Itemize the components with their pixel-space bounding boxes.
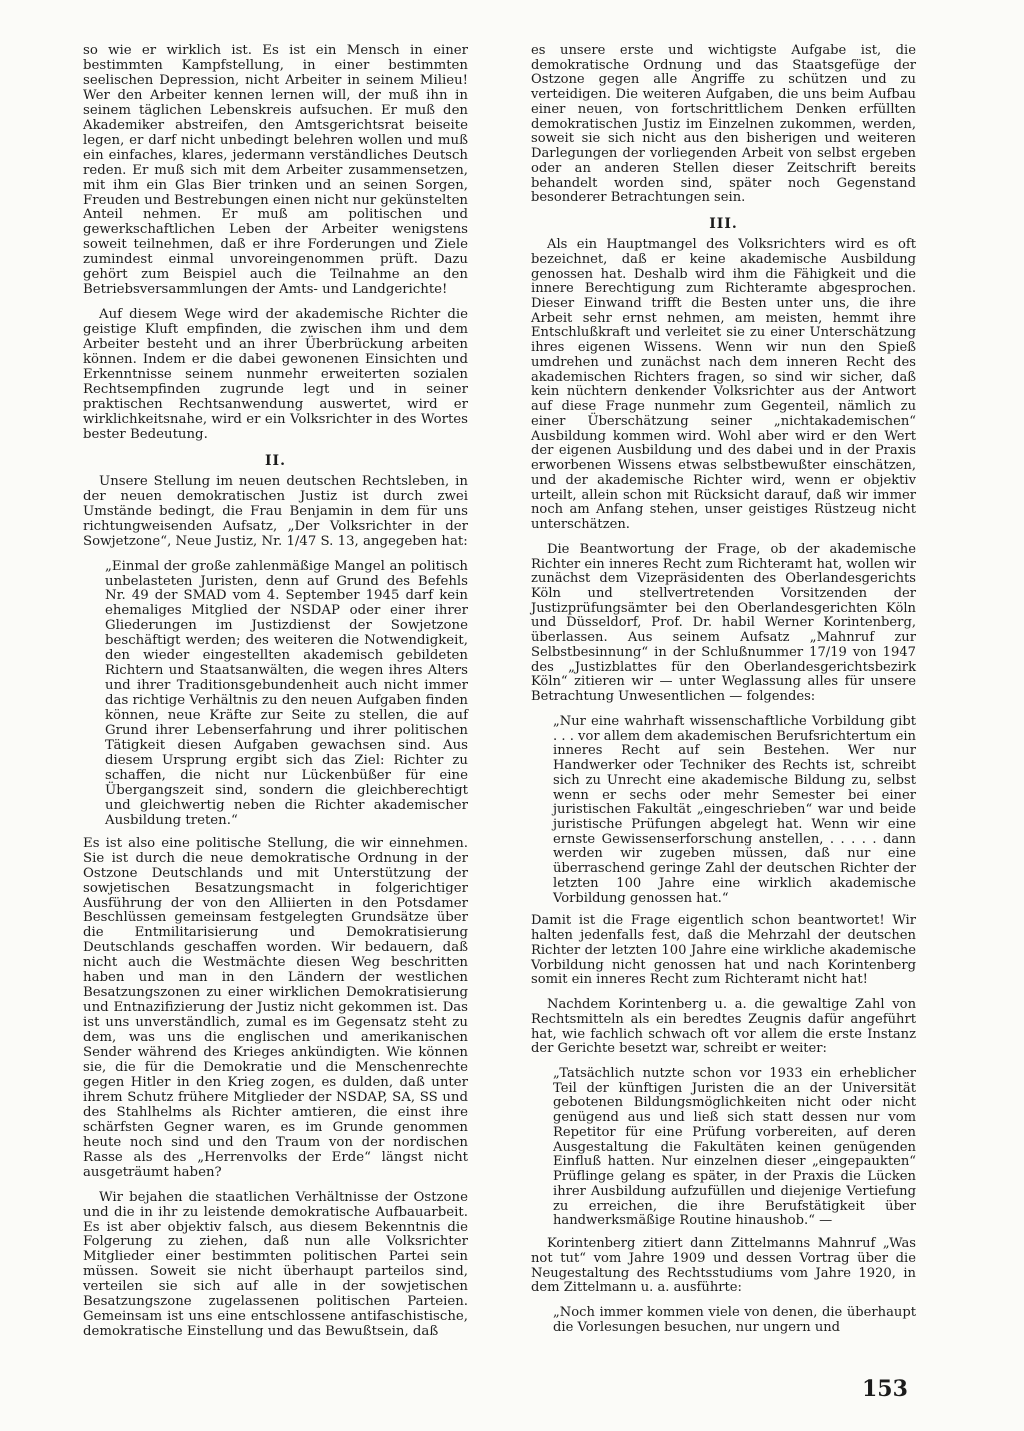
- paragraph: Die Beantwortung der Frage, ob der akademische Richter ein inneres Recht zum Richteramt hat, wollen wir zunächst dem Vizepräsidenten des Oberlandesgerichts Köln und stellvertretenden Vorsitzenden der Justizprüfungsämter bei den Oberlandesgerichten Köln und Düsseldorf, Prof. Dr. habil Werner Korintenberg, überlassen. Aus seinem Aufsatz „Mahnruf zur Selbstbesinnung“ in der Schlußnummer 17/19 von 1947 des „Justizblattes für den Oberlandesgerichtsbezirk Köln“ zitieren wir — unter Weglassung alles für unsere Betrachtung Unwesentlichen — folgendes:: [531, 541, 916, 705]
- section-heading: II.: [265, 452, 286, 469]
- block-quote: „Nur eine wahrhaft wissenschaftliche Vorbildung gibt . . . vor allem dem akademischen Berufsrichtertum ein inneres Recht auf sein Bestehen. Wer nur Handwerker oder Techniker des Rechts ist, schreibt sich zu Unrecht eine akademische Bildung zu, selbst wenn er sechs oder mehr Semester bei einer juristischen Fakultät „eingeschrieben“ war und beide juristische Prüfungen abgelegt hat. Wenn wir eine ernste Gewissenserforschung anstellen, . . . . . dann werden wir zugeben müssen, daß nur eine überraschend geringe Zahl der deutschen Richter der letzten 100 Jahre eine wirklich akademische Vorbildung genossen hat.“: [553, 713, 916, 906]
- paragraph: Auf diesem Wege wird der akademische Richter die geistige Kluft empfinden, die zwischen ihm und dem Arbeiter besteht und an ihrer Überbrückung arbeiten können. Indem er die dabei gewonenen Einsichten und Erkenntnisse seinem nunmehr erweiterten sozialen Rechtsempfinden zugrunde legt und in seiner praktischen Rechtsanwendung auswertet, wird er wirklichkeitsnahe, wird er ein Volksrichter in des Wortes bester Bedeutung.: [83, 307, 468, 442]
- block-quote: „Einmal der große zahlenmäßige Mangel an politisch unbelasteten Juristen, denn auf Grund des Befehls Nr. 49 der SMAD vom 4. September 1945 darf kein ehemaliges Mitglied der NSDAP oder einer ihrer Gliederungen im Justizdienst der Sowjetzone beschäftigt werden; des weiteren die Notwendigkeit, den wieder eingestellten akademisch gebildeten Richtern und Staatsanwälten, die wegen ihres Alters und ihrer Traditionsgebundenheit auch nicht immer das richtige Verhältnis zu den neuen Aufgaben finden können, neue Kräfte zur Seite zu stellen, die auf Grund ihrer Lebenserfahrung und ihrer politischen Tätigkeit diesen Aufgaben gewachsen sind. Aus diesem Ursprung ergibt sich das Ziel: Richter zu schaffen, die nicht nur Lückenbüßer für eine Übergangszeit sind, sondern die gleichberechtigt und gleichwertig neben die Richter akademischer Ausbildung treten.“: [105, 558, 468, 828]
- paragraph: Nachdem Korintenberg u. a. die gewaltige Zahl von Rechtsmitteln als ein beredtes Zeugnis dafür angeführt hat, wie fachlich schwach oft vor allem die erste Instanz der Gerichte besetzt war, schreibt er weiter:: [531, 997, 916, 1057]
- paragraph: es unsere erste und wichtigste Aufgabe ist, die demokratische Ordnung und das Staatsgefüge der Ostzone gegen alle Angriffe zu schützen und zu verteidigen. Die weiteren Aufgaben, die uns beim Aufbau einer neuen, von fortschrittlichem Denken erfüllten demokratischen Justiz im Einzelnen zukommen, werden, soweit sie sich nicht aus den bisherigen und weiteren Darlegungen der vorliegenden Arbeit von selbst ergeben oder an anderen Stellen dieser Zeitschrift bereits behandelt worden sind, später noch Gegenstand besonderer Betrachtungen sein.: [531, 43, 916, 206]
- left-column: [83, 44, 468, 1350]
- paragraph: Unsere Stellung im neuen deutschen Rechtsleben, in der neuen demokratischen Justiz ist durch zwei Umstände bedingt, die Frau Benjamin in dem für uns richtungweisenden Aufsatz, „Der Volksrichter in der Sowjetzone“, Neue Justiz, Nr. 1/47 S. 13, angegeben hat:: [83, 473, 468, 549]
- page-number: 153: [862, 1376, 908, 1402]
- section-heading: III.: [709, 216, 738, 233]
- right-column: [531, 44, 916, 1343]
- paragraph: Korintenberg zitiert dann Zittelmanns Mahnruf „Was not tut“ vom Jahre 1909 und dessen Vortrag über die Neugestaltung des Rechtsstudiums vom Jahre 1920, in dem Zittelmann u. a. ausführte:: [531, 1236, 916, 1296]
- paragraph: Wir bejahen die staatlichen Verhältnisse der Ostzone und die in ihr zu leistende demokratische Aufbauarbeit. Es ist aber objektiv falsch, aus diesem Bekenntnis die Folgerung zu ziehen, daß nun alle Volksrichter Mitglieder einer bestimmten politischen Partei sein müssen. Soweit sie nicht überhaupt parteilos sind, verteilen sie sich auf alle in der sowjetischen Besatzungszone zugelassenen politischen Parteien. Gemeinsam ist uns eine entschlossene antifaschistische, demokratische Einstellung und das Bewußtsein, daß: [83, 1189, 468, 1340]
- paragraph: Als ein Hauptmangel des Volksrichters wird es oft bezeichnet, daß er keine akademische Ausbildung genossen hat. Deshalb wird ihm die Fähigkeit und die innere Berechtigung zum Richteramte abgesprochen. Dieser Einwand trifft die Besten unter uns, die ihre Arbeit sehr ernst nehmen, am meisten, hemmt ihre Entschlußkraft und verleitet sie zu einer Unterschätzung ihres eigenen Wissens. Wenn wir nun den Spieß umdrehen und zunächst nach dem inneren Recht des akademischen Richters fragen, so sind wir sicher, daß kein nüchtern denkender Volksrichter aus der Antwort auf diese Frage nunmehr zum Gegenteil, nämlich zu einer Überschätzung seiner „nichtakademischen“ Ausbildung kommen wird. Wohl aber wird er den Wert der eigenen Ausbildung und des dabei und in der Praxis erworbenen Wissens etwas selbstbewußter einschätzen, und der akademische Richter wird, wenn er objektiv urteilt, allein schon mit Rücksicht darauf, daß wir immer noch am Anfang stehen, unser geistiges Rüstzeug nicht unterschätzen.: [531, 237, 916, 533]
- paragraph: Damit ist die Frage eigentlich schon beantwortet! Wir halten jedenfalls fest, daß die Mehrzahl der deutschen Richter der letzten 100 Jahre eine wirkliche akademische Vorbildung nicht genossen hat und nach Korintenberg somit ein inneres Recht zum Richteramt nicht hat!: [531, 913, 916, 988]
- paragraph: Es ist also eine politische Stellung, die wir einnehmen. Sie ist durch die neue demokratische Ordnung in der Ostzone Deutschlands und mit Unterstützung der sowjetischen Besatzungsmacht in folgerichtiger Ausführung der von den Alliierten in den Potsdamer Beschlüssen gemeinsam festgelegten Grundsätze über die Entmilitarisierung und Demokratisierung Deutschlands geschaffen worden. Wir bedauern, daß nicht auch die Westmächte diesen Weg beschritten haben und man in den Ländern der westlichen Besatzungszonen zu einer wirklichen Demokratisierung und Entnazifizierung der Justiz nicht gekommen ist. Das ist uns unverständlich, zumal es im Gegensatz steht zu dem, was uns die englischen und amerikanischen Sender während des Krieges ankündigten. Wie können sie, die für die Demokratie und die Menschenrechte gegen Hitler in den Krieg zogen, es dulden, daß unter ihrem Schutz frühere Mitglieder der NSDAP, SA, SS und des Stahlhelms als Richter amtieren, die einst ihre schärfsten Gegner waren, es im Grunde genommen heute noch sind und den Traum von der nordischen Rasse als des „Herrenvolks der Erde“ längst nicht ausgeträumt haben?: [83, 835, 468, 1180]
- block-quote: „Tatsächlich nutzte schon vor 1933 ein erheblicher Teil der künftigen Juristen die an der Universität gebotenen Bildungsmöglichkeiten nicht oder nicht genügend aus und ließ sich statt dessen nur vom Repetitor für eine Prüfung vorbereiten, auf deren Ausgestaltung die Fakultäten keinen genügenden Einfluß hatten. Nur einzelnen dieser „eingepaukten“ Prüflinge gelang es später, in der Praxis die Lücken ihrer Ausbildung aufzufüllen und diejenige Vertiefung zu erreichen, die ihre Berufstätigkeit über handwerksmäßige Routine hinaushob.“ —: [553, 1066, 916, 1229]
- block-quote: „Noch immer kommen viele von denen, die überhaupt die Vorlesungen besuchen, nur ungern und: [553, 1305, 916, 1335]
- paragraph: so wie er wirklich ist. Es ist ein Mensch in einer bestimmten Kampfstellung, in einer bestimmten seelischen Depression, nicht Arbeiter in seinem Milieu! Wer den Arbeiter kennen lernen will, der muß ihn in seinem täglichen Lebenskreis aufsuchen. Er muß den Akademiker abstreifen, den Amtsgerichtsrat beiseite legen, er darf nicht unbedingt belehren wollen und muß ein einfaches, klares, jedermann verständliches Deutsch reden. Er muß sich mit dem Arbeiter zusammensetzen, mit ihm ein Glas Bier trinken und an seinen Sorgen, Freuden und Bestrebungen einen nicht nur gekünstelten Anteil nehmen. Er muß am politischen und gewerkschaftlichen Leben der Arbeiter wenigstens soweit teilnehmen, daß er ihre Forderungen und Ziele zumindest einmal unvoreingenommen prüft. Dazu gehört zum Beispiel auch die Teilnahme an den Betriebsversammlungen der Amts- und Landgerichte!: [83, 43, 468, 298]
